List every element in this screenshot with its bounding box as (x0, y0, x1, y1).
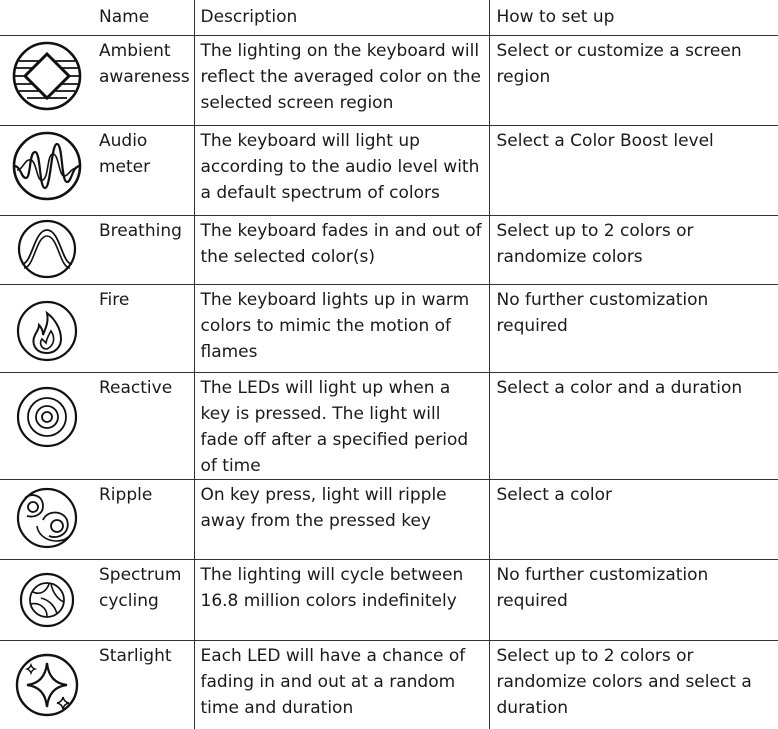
table-row (0, 216, 778, 285)
table-row (0, 373, 778, 480)
effect-name: Spectrum cycling (93, 560, 194, 641)
effect-name: Reactive (93, 373, 194, 480)
breathing-icon (12, 216, 82, 282)
effect-setup: Select or customize a screen region (489, 36, 778, 126)
header-row (0, 0, 778, 36)
effect-setup: No further customization required (489, 285, 778, 373)
effect-setup: Select a Color Boost level (489, 126, 778, 216)
effect-description: The LEDs will light up when a key is pressed. The light will fade off after a specified period of time (194, 373, 489, 480)
spectrum-cycling-icon (7, 560, 87, 636)
effect-name: Audio meter (93, 126, 194, 216)
icon-cell (0, 216, 93, 285)
header-icon-cell (0, 0, 93, 36)
table-row (0, 126, 778, 216)
icon-cell (0, 641, 93, 729)
audio-meter-icon (7, 126, 87, 206)
table-row (0, 36, 778, 126)
effect-setup: Select a color (489, 480, 778, 560)
header-name: Name (93, 0, 194, 36)
effect-setup: Select a color and a duration (489, 373, 778, 480)
ripple-icon (7, 480, 87, 556)
header-description: Description (194, 0, 489, 36)
effect-description: The keyboard will light up according to the audio level with a default spectrum of colors (194, 126, 489, 216)
effect-description: The lighting will cycle between 16.8 million colors indefinitely (194, 560, 489, 641)
fire-icon (7, 285, 87, 369)
effect-description: The keyboard fades in and out of the selected color(s) (194, 216, 489, 285)
table-row (0, 560, 778, 641)
table-row (0, 641, 778, 729)
effect-name: Breathing (93, 216, 194, 285)
effect-name: Ambient awareness (93, 36, 194, 126)
starlight-icon (7, 641, 87, 725)
effect-name: Starlight (93, 641, 194, 729)
effect-name: Ripple (93, 480, 194, 560)
table-row (0, 480, 778, 560)
effect-description: On key press, light will ripple away from the pressed key (194, 480, 489, 560)
icon-cell (0, 36, 93, 126)
effect-description: The lighting on the keyboard will reflect the averaged color on the selected screen region (194, 36, 489, 126)
icon-cell (0, 560, 93, 641)
effect-description: The keyboard lights up in warm colors to mimic the motion of flames (194, 285, 489, 373)
table-row (0, 285, 778, 373)
effect-name: Fire (93, 285, 194, 373)
icon-cell (0, 373, 93, 480)
icon-cell (0, 285, 93, 373)
effect-setup: Select up to 2 colors or randomize colors (489, 216, 778, 285)
effect-description: Each LED will have a chance of fading in and out at a random time and duration (194, 641, 489, 729)
icon-cell (0, 126, 93, 216)
ambient-awareness-icon (7, 36, 87, 116)
header-how-to-set-up: How to set up (496, 7, 615, 27)
effect-setup: No further customization required (489, 560, 778, 641)
reactive-icon (7, 373, 87, 457)
icon-cell (0, 480, 93, 560)
effect-setup: Select up to 2 colors or randomize colors and select a duration (489, 641, 778, 729)
